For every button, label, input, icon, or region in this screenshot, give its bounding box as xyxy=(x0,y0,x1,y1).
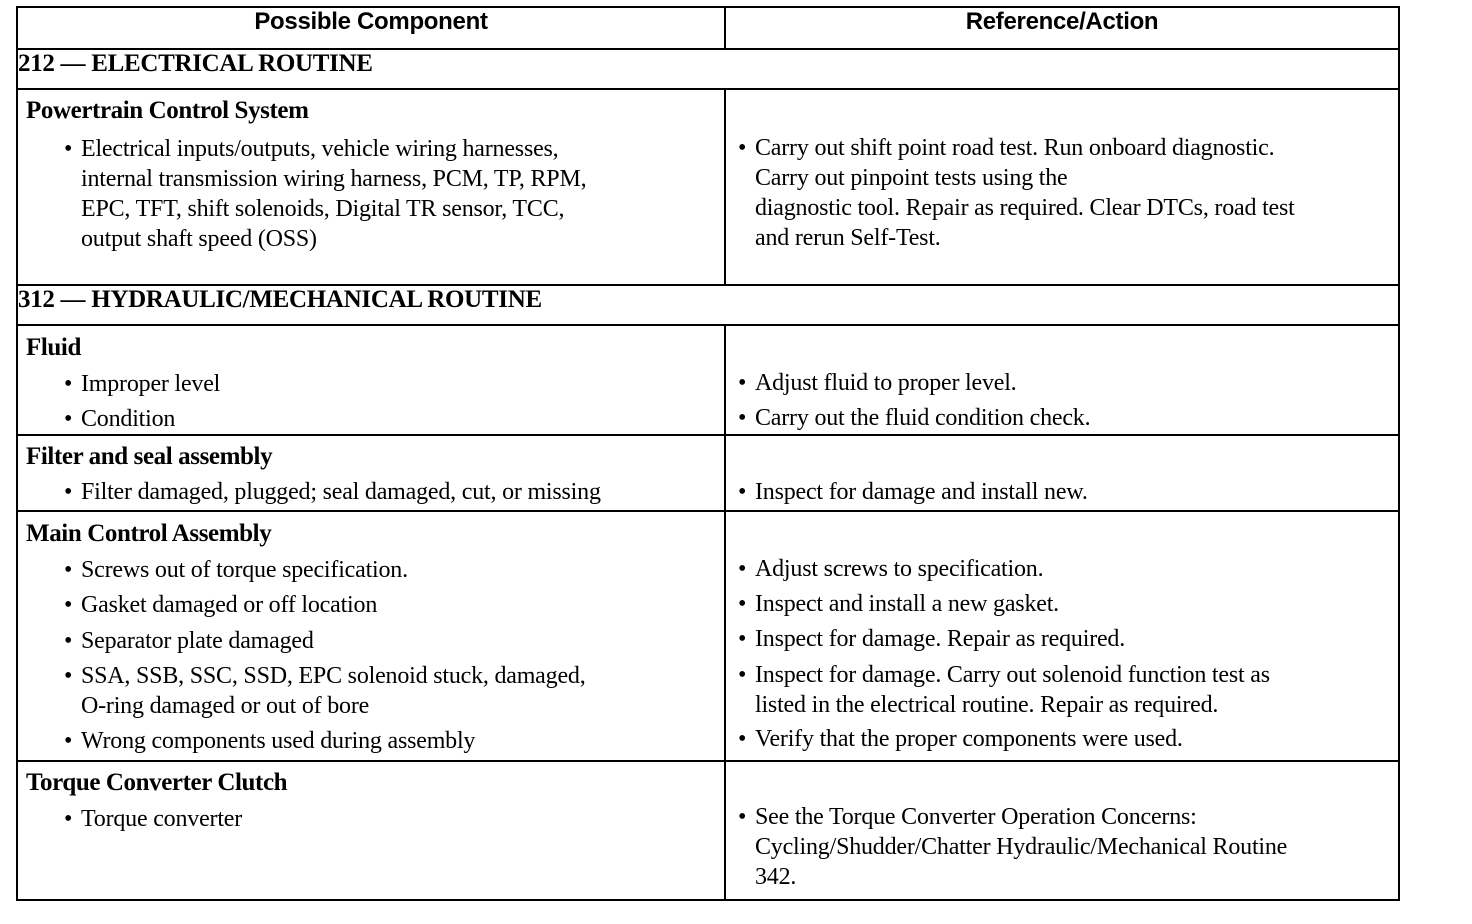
action-cell xyxy=(725,435,1399,511)
bullet: • xyxy=(64,592,73,618)
bullet: • xyxy=(64,557,73,583)
group-title-fluid: Fluid xyxy=(26,334,81,361)
action-item xyxy=(738,802,1388,892)
action-line: Carry out the fluid condition check. xyxy=(755,405,1091,431)
bullet: • xyxy=(64,628,73,654)
component-line: EPC, TFT, shift solenoids, Digital TR sensor, TCC, xyxy=(81,196,565,222)
action-item xyxy=(738,624,1388,654)
component-line: Gasket damaged or off location xyxy=(81,592,378,618)
component-item xyxy=(64,804,714,834)
action-line: Cycling/Shudder/Chatter Hydraulic/Mechanical Routine xyxy=(755,834,1288,860)
component-line: Filter damaged, plugged; seal damaged, cut, or missing xyxy=(81,479,601,505)
diagnosis-table xyxy=(16,6,1400,901)
group-title-main-control: Main Control Assembly xyxy=(26,520,272,547)
section-title-electrical: 212 — ELECTRICAL ROUTINE xyxy=(17,49,1399,89)
action-line: listed in the electrical routine. Repair as required. xyxy=(755,692,1219,718)
action-item xyxy=(738,724,1388,754)
bullet: • xyxy=(64,136,73,162)
component-line: output shaft speed (OSS) xyxy=(81,226,317,252)
component-item xyxy=(64,590,714,620)
bullet: • xyxy=(738,556,747,582)
group-title-powertrain: Powertrain Control System xyxy=(26,97,309,124)
section-title-hydraulic: 312 — HYDRAULIC/MECHANICAL ROUTINE xyxy=(17,285,1399,325)
header-possible-component: Possible Component xyxy=(17,7,725,49)
bullet: • xyxy=(64,371,73,397)
action-cell xyxy=(725,89,1399,285)
bullet: • xyxy=(64,728,73,754)
action-line: diagnostic tool. Repair as required. Clear DTCs, road test xyxy=(755,195,1295,221)
bullet: • xyxy=(64,479,73,505)
action-line: Inspect and install a new gasket. xyxy=(755,591,1059,617)
action-item xyxy=(738,589,1388,619)
header-reference-action: Reference/Action xyxy=(725,7,1399,49)
action-line: Verify that the proper components were used. xyxy=(755,726,1183,752)
action-cell xyxy=(725,511,1399,761)
component-line: Torque converter xyxy=(81,806,243,832)
action-cell xyxy=(725,325,1399,435)
group-row-filter xyxy=(17,435,1399,511)
section-row-hydraulic xyxy=(17,285,1399,325)
component-line: Condition xyxy=(81,406,176,432)
component-item xyxy=(64,404,714,434)
action-line: Inspect for damage. Repair as required. xyxy=(755,626,1126,652)
action-line: 342. xyxy=(755,864,797,890)
action-line: Inspect for damage. Carry out solenoid function test as xyxy=(755,662,1270,688)
bullet: • xyxy=(738,135,747,161)
action-item xyxy=(738,368,1388,398)
action-line: Carry out shift point road test. Run onboard diagnostic. xyxy=(755,135,1275,161)
bullet: • xyxy=(738,626,747,652)
component-line: Separator plate damaged xyxy=(81,628,314,654)
component-item xyxy=(64,555,714,585)
action-item xyxy=(738,133,1388,253)
bullet: • xyxy=(738,662,747,688)
component-cell xyxy=(17,325,725,435)
header-row xyxy=(17,7,1399,49)
component-cell xyxy=(17,89,725,285)
action-line: Adjust screws to specification. xyxy=(755,556,1044,582)
component-cell xyxy=(17,511,725,761)
component-item xyxy=(64,661,714,721)
component-item xyxy=(64,726,714,756)
bullet: • xyxy=(64,663,73,689)
action-item xyxy=(738,660,1388,720)
action-item xyxy=(738,477,1388,507)
action-cell xyxy=(725,761,1399,900)
action-line: Adjust fluid to proper level. xyxy=(755,370,1017,396)
bullet: • xyxy=(738,370,747,396)
action-item xyxy=(738,554,1388,584)
bullet: • xyxy=(64,806,73,832)
section-row-electrical xyxy=(17,49,1399,89)
group-row-main-control xyxy=(17,511,1399,761)
action-line: Carry out pinpoint tests using the xyxy=(755,165,1068,191)
bullet: • xyxy=(738,479,747,505)
bullet: • xyxy=(64,406,73,432)
component-line: internal transmission wiring harness, PCM, TP, RPM, xyxy=(81,166,587,192)
component-line: SSA, SSB, SSC, SSD, EPC solenoid stuck, damaged, xyxy=(81,663,586,689)
bullet: • xyxy=(738,726,747,752)
group-title-filter: Filter and seal assembly xyxy=(26,443,273,470)
action-line: Inspect for damage and install new. xyxy=(755,479,1088,505)
component-cell xyxy=(17,761,725,900)
bullet: • xyxy=(738,405,747,431)
group-row-powertrain xyxy=(17,89,1399,285)
action-item xyxy=(738,403,1388,433)
component-line: Electrical inputs/outputs, vehicle wiring harnesses, xyxy=(81,136,559,162)
group-title-torque-converter: Torque Converter Clutch xyxy=(26,769,288,796)
bullet: • xyxy=(738,591,747,617)
bullet: • xyxy=(738,804,747,830)
action-line: and rerun Self-Test. xyxy=(755,225,941,251)
group-row-fluid xyxy=(17,325,1399,435)
action-line: See the Torque Converter Operation Concerns: xyxy=(755,804,1197,830)
component-line: Wrong components used during assembly xyxy=(81,728,476,754)
component-item xyxy=(64,369,714,399)
component-line: Screws out of torque specification. xyxy=(81,557,408,583)
component-cell xyxy=(17,435,725,511)
component-line: O-ring damaged or out of bore xyxy=(81,693,370,719)
component-line: Improper level xyxy=(81,371,221,397)
component-item xyxy=(64,477,714,507)
group-row-torque-converter xyxy=(17,761,1399,900)
component-item xyxy=(64,626,714,656)
component-item xyxy=(64,134,714,254)
